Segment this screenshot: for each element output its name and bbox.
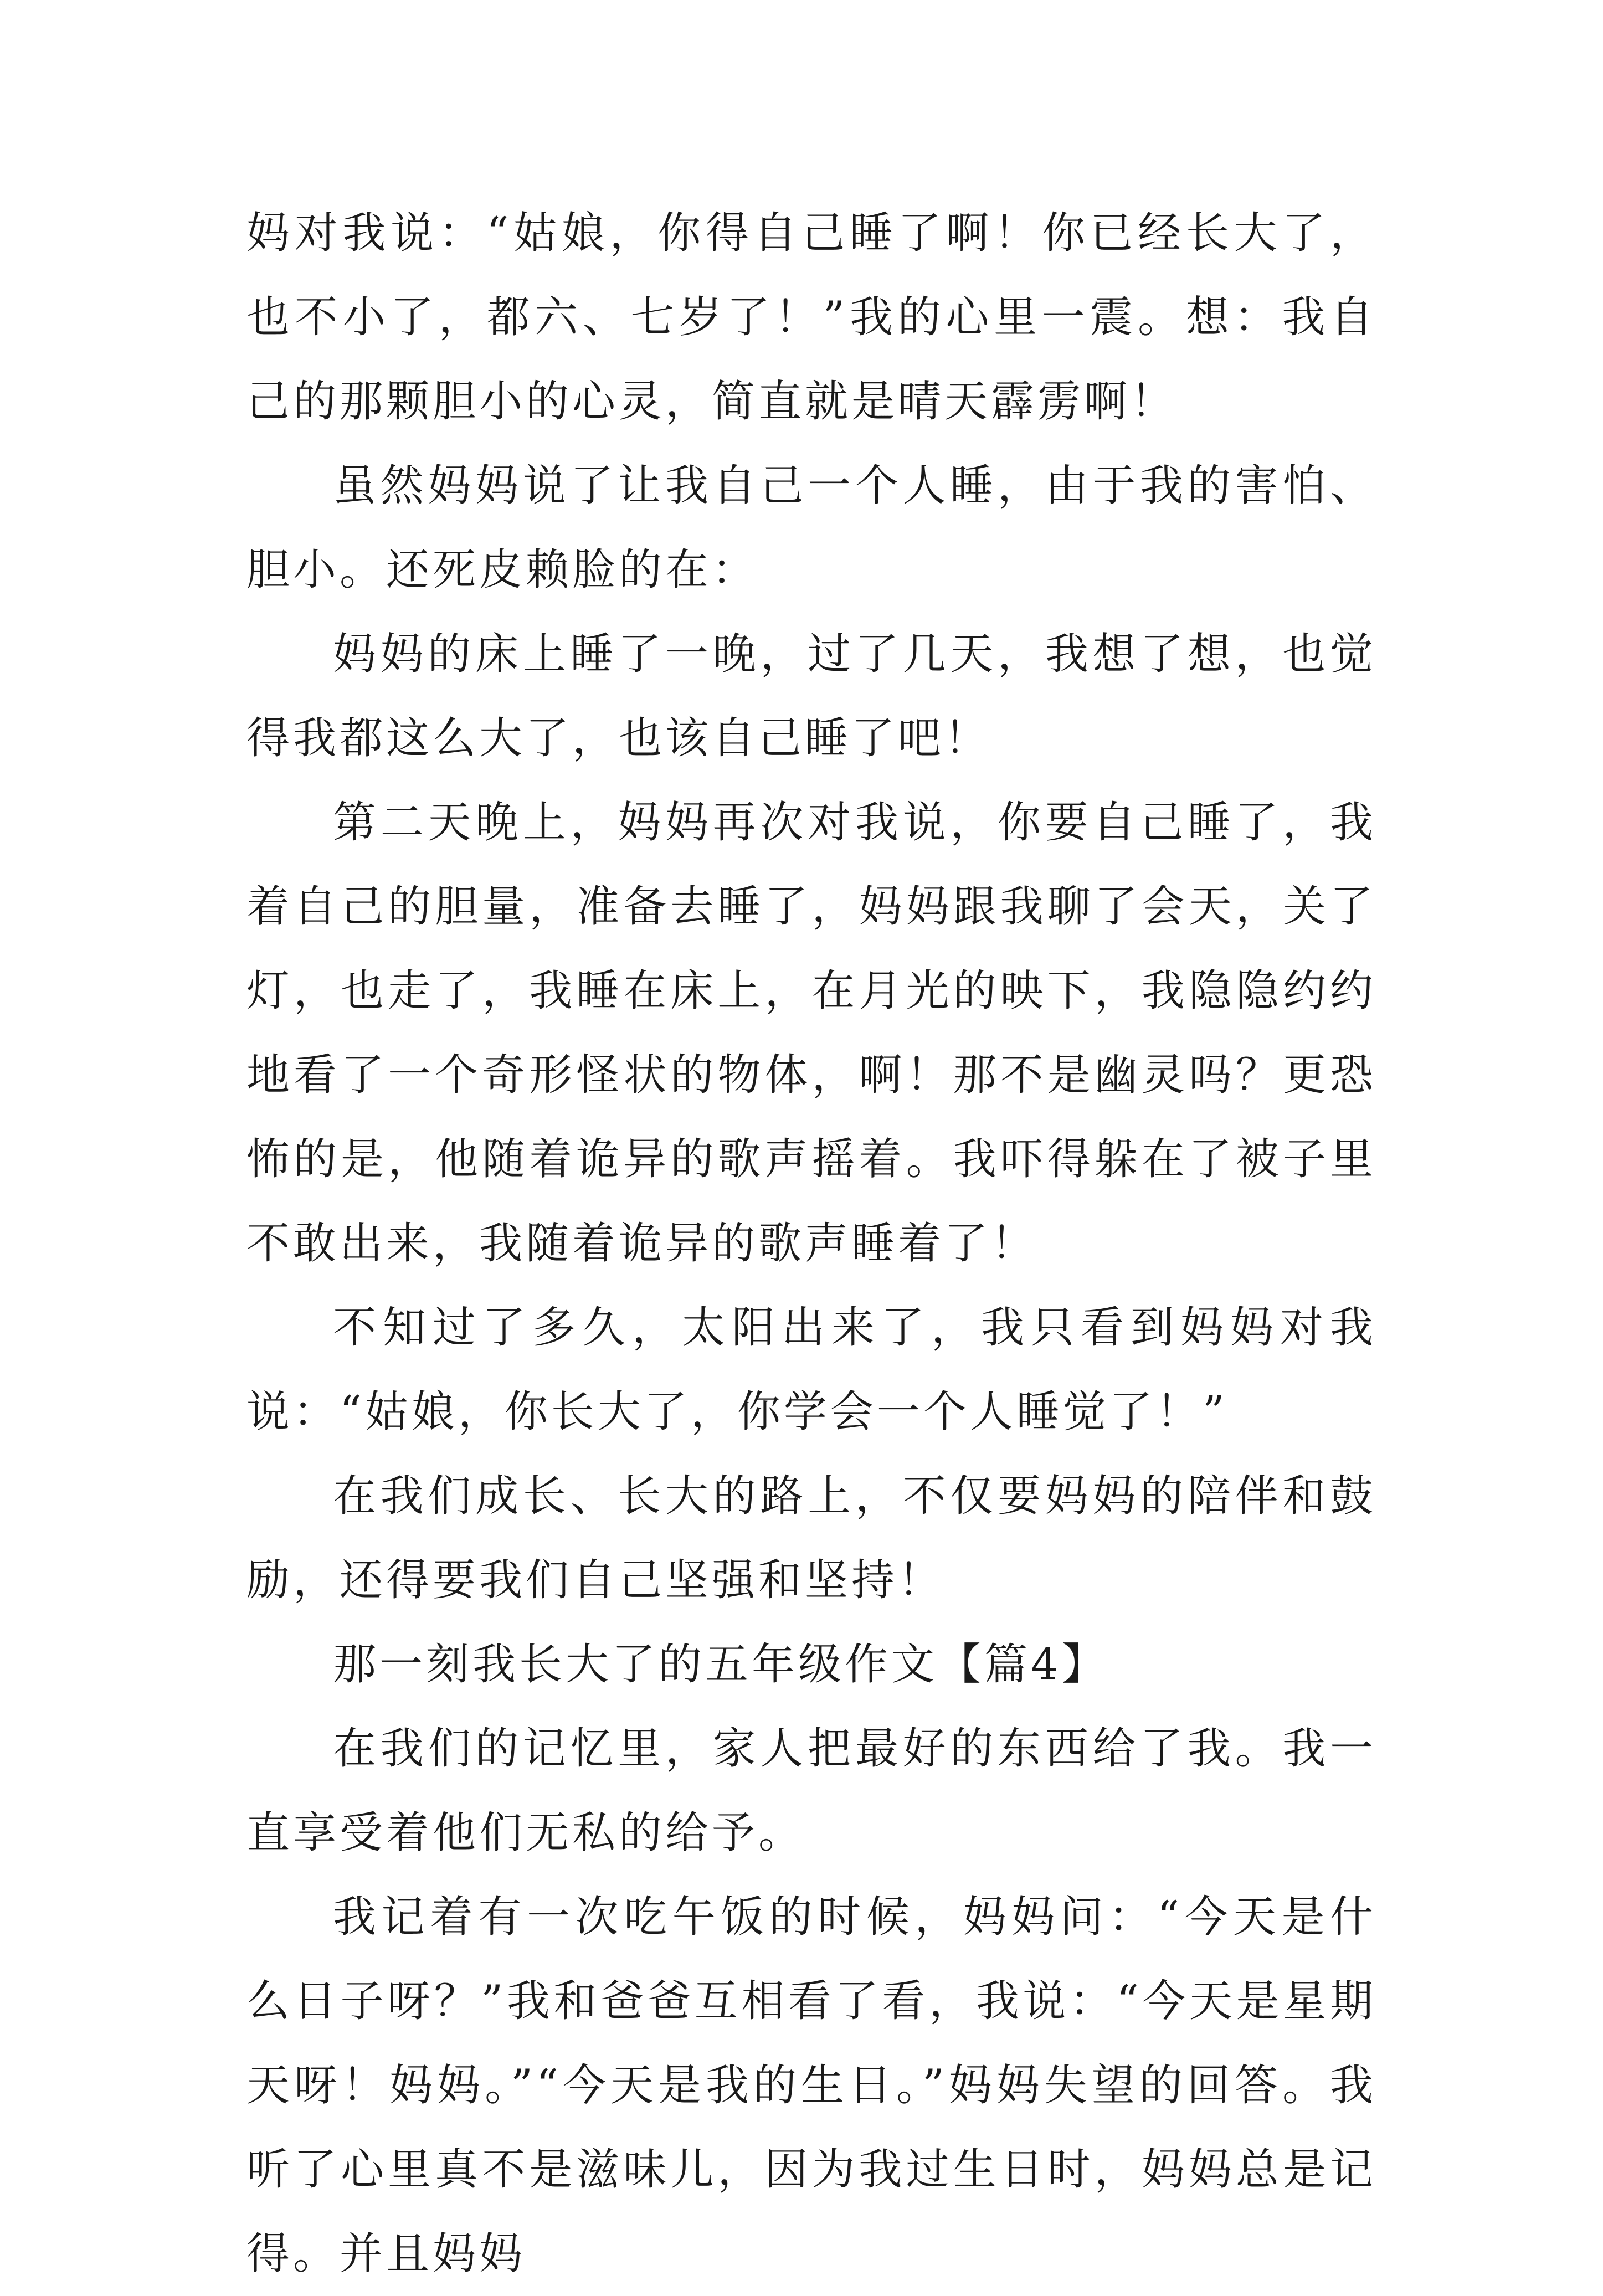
paragraph-2: 虽然妈妈说了让我自己一个人睡，由于我的害怕、胆小。还死皮赖脸的在： xyxy=(246,461,1376,595)
paragraph-5: 不知过了多久，太阳出来了，我只看到妈妈对我说：“姑娘，你长大了，你学会一个人睡觉了！” xyxy=(246,1303,1376,1437)
paragraph-8: 我记着有一次吃午饭的时候，妈妈问：“今天是什么日子呀？”我和爸爸互相看了看，我说：“今天是星期天呀！妈妈。”“今天是我的生日。”妈妈失望的回答。我听了心里真不是滋味儿，因为我过生日时，妈妈总是记得。并且妈妈 xyxy=(246,1892,1376,2279)
paragraph-6: 在我们成长、长大的路上，不仅要妈妈的陪伴和鼓励，还得要我们自己坚强和坚持！ xyxy=(246,1471,1376,1605)
section-heading: 那一刻我长大了的五年级作文【篇4】 xyxy=(333,1640,1108,1689)
paragraph-3: 妈妈的床上睡了一晚，过了几天，我想了想，也觉得我都这么大了，也该自己睡了吧！ xyxy=(246,629,1376,763)
document-body xyxy=(246,191,1376,2296)
paragraph-7: 在我们的记忆里，家人把最好的东西给了我。我一直享受着他们无私的给予。 xyxy=(246,1724,1376,1858)
paragraph-4: 第二天晚上，妈妈再次对我说，你要自己睡了，我着自己的胆量，准备去睡了，妈妈跟我聊了会天，关了灯，也走了，我睡在床上，在月光的映下，我隐隐约约地看了一个奇形怪状的物体，啊！那不是幽灵吗？更恐怖的是，他随着诡异的歌声摇着。我吓得躲在了被子里不敢出来，我随着诡异的歌声睡着了！ xyxy=(246,798,1376,1268)
paragraph-1: 妈对我说：“姑娘，你得自己睡了啊！你已经长大了，也不小了，都六、七岁了！”我的心里一震。想：我自己的那颗胆小的心灵，简直就是晴天霹雳啊！ xyxy=(246,208,1376,427)
